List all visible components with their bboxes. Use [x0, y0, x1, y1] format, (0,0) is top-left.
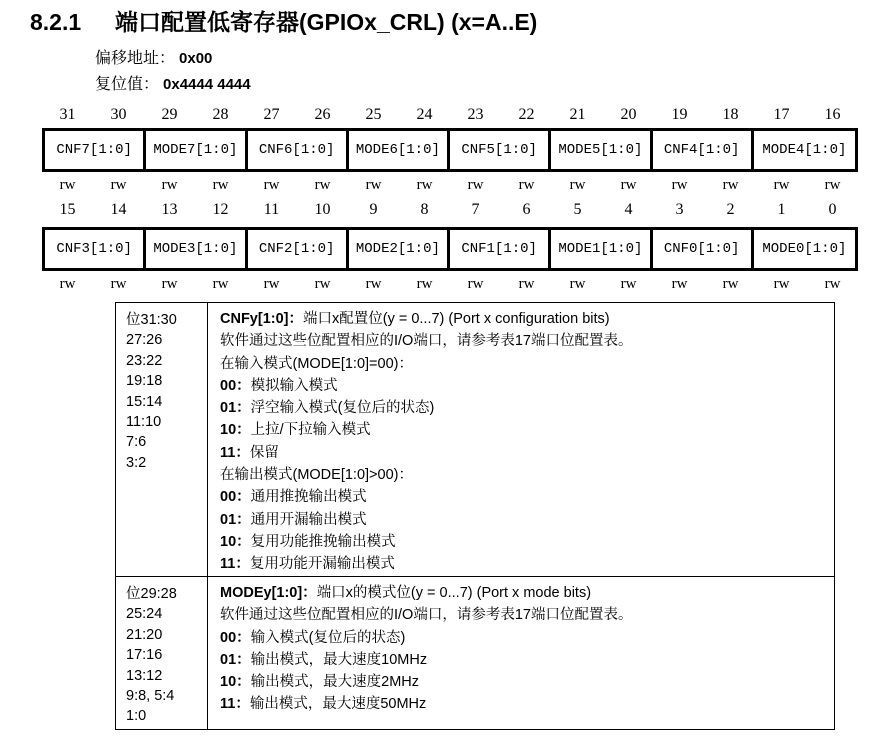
access-flag: rw [620, 276, 637, 292]
register-table-low [42, 227, 858, 271]
value-text: 输出模式，最大速度50MHz [249, 696, 427, 713]
bit-number: 24 [416, 106, 433, 123]
bit-number: 26 [314, 106, 331, 123]
access-flag: rw [467, 177, 484, 193]
access-flag: rw [212, 276, 229, 292]
bit-number: 3 [675, 201, 684, 218]
access-flag: rw [467, 276, 484, 292]
register-field-cell: MODE4[1:0] [762, 142, 847, 158]
bit-number: 17 [773, 106, 790, 123]
bit-number: 9 [369, 201, 378, 218]
bit-number: 8 [420, 201, 429, 218]
bit-numbers-row-high [42, 106, 858, 124]
access-row-high [42, 177, 858, 194]
description-line [220, 375, 826, 397]
value-text: 上拉/下拉输入模式 [250, 422, 371, 439]
value-text: 在输入模式(MODE[1:0]=00)： [220, 355, 413, 372]
value-text: 复用功能推挽输出模式 [250, 533, 396, 550]
register-table-high [42, 128, 858, 172]
bit-range: 位29:28 [126, 586, 177, 602]
access-flag: rw [314, 276, 331, 292]
bit-number: 20 [620, 106, 637, 123]
description-line [220, 604, 826, 626]
register-field-cell: CNF4[1:0] [653, 131, 754, 169]
register-field-cell: MODE7[1:0] [146, 131, 247, 169]
bit-number: 25 [365, 106, 382, 123]
register-field-cell: CNF6[1:0] [248, 131, 349, 169]
section-heading [30, 8, 537, 36]
description-line [220, 353, 826, 375]
bit-range: 7:6 [126, 434, 147, 451]
access-flag: rw [416, 177, 433, 193]
description-line [220, 442, 826, 464]
access-flag: rw [314, 177, 331, 193]
register-field-cell: CNF2[1:0] [248, 230, 349, 268]
access-flag: rw [263, 276, 280, 292]
value-text: 浮空输入模式(复位后的状态) [250, 400, 435, 417]
description-line [220, 531, 826, 553]
offset-address-label: 偏移地址： [95, 50, 176, 67]
register-field-cell: CNF3[1:0] [45, 230, 146, 268]
value-prefix: 01： [220, 651, 251, 668]
bit-range: 19:18 [126, 373, 163, 390]
access-flag: rw [110, 276, 127, 292]
access-flag: rw [824, 276, 841, 292]
description-lines [220, 604, 826, 715]
access-flag: rw [110, 177, 127, 193]
access-flag: rw [161, 276, 178, 292]
offset-address-value: 0x00 [179, 50, 213, 67]
description-line [220, 693, 826, 715]
value-prefix: 01： [220, 511, 251, 528]
bit-range-column [116, 303, 208, 576]
access-flag: rw [518, 276, 535, 292]
value-text: 复用功能开漏输出模式 [249, 556, 395, 573]
access-flag: rw [671, 177, 688, 193]
value-text: 输出模式，最大速度2MHz [250, 674, 420, 691]
value-text: 软件通过这些位配置相应的I/O端口，请参考表17端口位配置表。 [220, 607, 633, 624]
bit-number: 21 [569, 106, 586, 123]
value-text: 输出模式，最大速度10MHz [250, 651, 428, 668]
field-title: 端口x配置位(y = 0...7) (Port x configuration bits) [302, 311, 610, 327]
bit-range: 21:20 [126, 626, 163, 643]
register-field-cell: MODE0[1:0] [762, 241, 847, 257]
access-flag: rw [773, 177, 790, 193]
access-flag: rw [161, 177, 178, 193]
register-field-cell: CNF5[1:0] [450, 131, 551, 169]
bit-number: 29 [161, 106, 178, 123]
bit-number: 15 [59, 201, 76, 218]
bit-range: 23:22 [126, 352, 163, 369]
access-flag: rw [263, 177, 280, 193]
value-prefix: 00： [220, 489, 251, 506]
bit-number: 0 [828, 201, 837, 218]
bit-number: 23 [467, 106, 484, 123]
access-flag: rw [365, 177, 382, 193]
bit-number: 13 [161, 201, 178, 218]
access-flag: rw [722, 177, 739, 193]
access-row-low [42, 276, 858, 293]
description-row-mode [116, 577, 834, 729]
access-flag: rw [416, 276, 433, 292]
offset-address-line [95, 49, 212, 69]
reset-value-value: 0x4444 4444 [163, 76, 251, 93]
bit-number: 28 [212, 106, 229, 123]
access-flag: rw [824, 177, 841, 193]
bit-number: 5 [573, 201, 582, 218]
register-field-cell: CNF0[1:0] [653, 230, 754, 268]
bit-range: 17:16 [126, 647, 163, 664]
field-title-line [220, 308, 826, 330]
description-line [220, 464, 826, 486]
description-line [220, 509, 826, 531]
description-line [220, 486, 826, 508]
value-prefix: 01： [220, 400, 251, 417]
bit-range-column [116, 577, 208, 729]
access-flag: rw [59, 177, 76, 193]
value-prefix: 00： [220, 629, 251, 646]
bit-range: 9:8, 5:4 [126, 688, 175, 705]
bit-range: 1:0 [126, 708, 147, 725]
value-prefix: 10： [220, 533, 251, 550]
register-field-cell: CNF7[1:0] [45, 131, 146, 169]
description-line [220, 330, 826, 352]
access-flag: rw [59, 276, 76, 292]
bit-number: 11 [263, 201, 280, 218]
description-row-cnf [116, 303, 834, 577]
register-field-cell: MODE1[1:0] [551, 230, 652, 268]
register-field-cell: CNF1[1:0] [450, 230, 551, 268]
value-prefix: 11： [220, 696, 250, 713]
bit-number: 27 [263, 106, 280, 123]
bit-range: 25:24 [126, 606, 163, 623]
field-name: CNFy[1:0]： [220, 311, 303, 327]
access-flag: rw [773, 276, 790, 292]
description-body [208, 303, 834, 576]
bit-number: 4 [624, 201, 633, 218]
value-text: 模拟输入模式 [250, 377, 338, 394]
value-text: 在输出模式(MODE[1:0]>00)： [220, 467, 413, 484]
bit-range: 位31:30 [126, 312, 177, 328]
bit-number: 18 [722, 106, 739, 123]
bit-range: 15:14 [126, 393, 163, 410]
description-line [220, 671, 826, 693]
register-field-cell: MODE5[1:0] [551, 131, 652, 169]
register-field-cell: MODE6[1:0] [349, 131, 450, 169]
bit-description-table [115, 302, 835, 730]
value-text: 保留 [249, 444, 279, 461]
section-title: 端口配置低寄存器(GPIOx_CRL) (x=A..E) [115, 9, 538, 35]
bit-range: 11:10 [126, 414, 162, 431]
access-flag: rw [365, 276, 382, 292]
bit-number: 1 [777, 201, 786, 218]
description-line [220, 553, 826, 575]
bit-number: 2 [726, 201, 735, 218]
bit-number: 14 [110, 201, 127, 218]
value-text: 通用推挽输出模式 [250, 489, 367, 506]
bit-range: 27:26 [126, 332, 163, 349]
bit-number: 19 [671, 106, 688, 123]
description-body [208, 577, 834, 729]
section-number: 8.2.1 [30, 9, 82, 35]
reset-value-line [95, 75, 251, 95]
description-line [220, 649, 826, 671]
bit-number: 10 [314, 201, 331, 218]
bit-number: 7 [471, 201, 480, 218]
bit-number: 22 [518, 106, 535, 123]
field-title: 端口x的模式位(y = 0...7) (Port x mode bits) [316, 585, 592, 601]
value-prefix: 11： [220, 556, 250, 573]
value-text: 软件通过这些位配置相应的I/O端口，请参考表17端口位配置表。 [220, 333, 633, 350]
value-prefix: 10： [220, 422, 251, 439]
access-flag: rw [212, 177, 229, 193]
description-line [220, 397, 826, 419]
reset-value-label: 复位值： [95, 76, 160, 93]
value-prefix: 11： [220, 444, 250, 461]
field-name: MODEy[1:0]： [220, 585, 317, 601]
bit-number: 16 [824, 106, 841, 123]
value-prefix: 00： [220, 377, 251, 394]
description-line [220, 419, 826, 441]
description-lines [220, 330, 826, 575]
bit-number: 6 [522, 201, 531, 218]
bit-range: 13:12 [126, 667, 163, 684]
bit-numbers-row-low [42, 201, 858, 219]
value-text: 输入模式(复位后的状态) [250, 629, 406, 646]
access-flag: rw [671, 276, 688, 292]
access-flag: rw [620, 177, 637, 193]
bit-number: 31 [59, 106, 76, 123]
access-flag: rw [722, 276, 739, 292]
value-text: 通用开漏输出模式 [250, 511, 367, 528]
bit-number: 12 [212, 201, 229, 218]
field-title-line [220, 582, 826, 604]
access-flag: rw [569, 276, 586, 292]
register-field-cell: MODE2[1:0] [349, 230, 450, 268]
description-line [220, 627, 826, 649]
access-flag: rw [518, 177, 535, 193]
register-field-cell: MODE3[1:0] [146, 230, 247, 268]
access-flag: rw [569, 177, 586, 193]
bit-range: 3:2 [126, 454, 147, 471]
bit-number: 30 [110, 106, 127, 123]
value-prefix: 10： [220, 674, 251, 691]
